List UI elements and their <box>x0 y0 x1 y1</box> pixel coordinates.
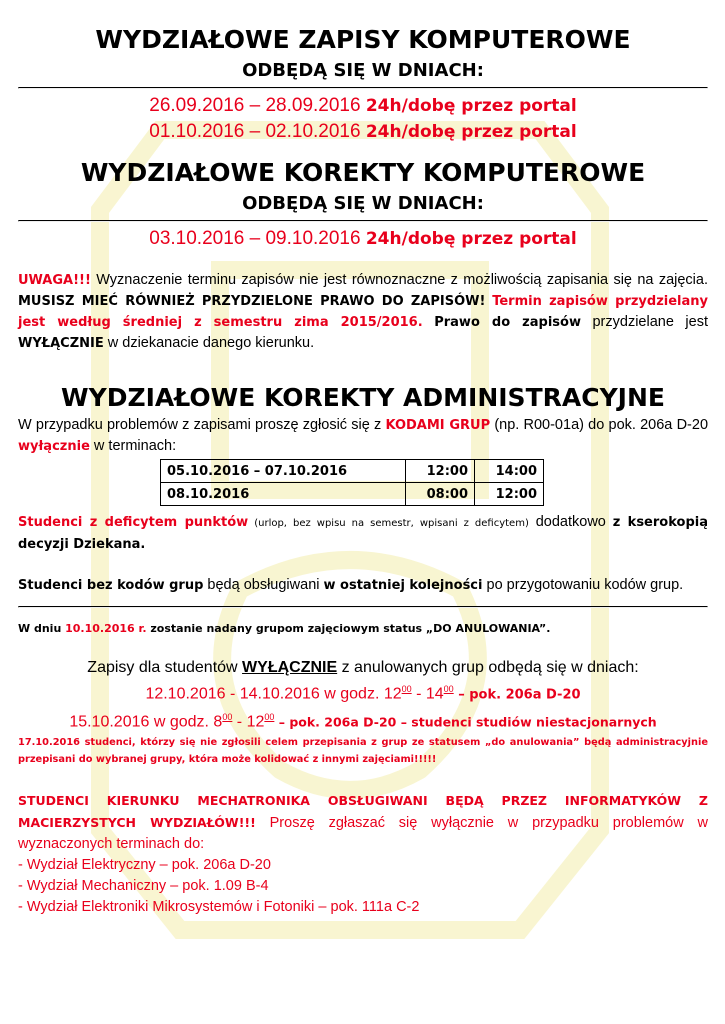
section2-title: WYDZIAŁOWE KOREKTY KOMPUTEROWE <box>80 158 646 187</box>
list-item: - Wydział Elektryczny – pok. 206a D-20 <box>18 856 271 873</box>
list-item: - Wydział Mechaniczny – pok. 1.09 B-4 <box>18 877 269 894</box>
section3-title: WYDZIAŁOWE KOREKTY ADMINISTRACYJNE <box>61 383 665 412</box>
deficit-paragraph: Studenci z deficytem punktów (urlop, bez wpisu na semestr, wpisani z deficytem) dodatkowo z kserokopią decyzji Dziekana. <box>18 514 708 552</box>
list-item: - Wydział Elektroniki Mikrosystemów i Fotoniki – pok. 111a C-2 <box>18 898 420 915</box>
section2-subtitle: ODBĘDĄ SIĘ W DNIACH: <box>242 193 484 214</box>
enroll-note: 17.10.2016 studenci, którzy się nie zgłosili celem przepisania z grup ze statusem „do anulowania” będą administracyjnie przepisani do wybranej grupy, która może kolidować z innymi zajęciami!!!!! <box>18 736 708 765</box>
divider <box>18 220 708 222</box>
table-row: 08.10.2016 08:00 12:00 <box>161 483 544 506</box>
problems-paragraph: W przypadku problemów z zapisami proszę zgłosić się z KODAMI GRUP (np. R00-01a) do pok. 206a D-20 wyłącznie w terminach: <box>18 417 709 454</box>
divider <box>18 87 708 89</box>
date-line: 03.10.2016 – 09.10.2016 24h/dobę przez portal <box>149 228 577 249</box>
date-line: 26.09.2016 – 28.09.2016 24h/dobę przez portal <box>149 95 577 116</box>
table-row: 05.10.2016 – 07.10.2016 12:00 14:00 <box>161 460 544 483</box>
cancel-notice: W dniu 10.10.2016 r. zostanie nadany grupom zajęciowym status „DO ANULOWANIA”. <box>18 622 551 635</box>
section1-title: WYDZIAŁOWE ZAPISY KOMPUTEROWE <box>95 25 631 54</box>
nocodes-paragraph: Studenci bez kodów grup będą obsługiwani w ostatniej kolejności po przygotowaniu kodów grup. <box>18 577 684 593</box>
enroll-heading: Zapisy dla studentów WYŁĄCZNIE z anulowanych grup odbędą się w dniach: <box>87 659 639 676</box>
date-line: 01.10.2016 – 02.10.2016 24h/dobę przez portal <box>149 121 577 142</box>
terms-table <box>160 459 544 506</box>
mechatronics-paragraph: STUDENCI KIERUNKU MECHATRONIKA OBSŁUGIWANI BĘDĄ PRZEZ INFORMATYKÓW Z MACIERZYSTYCH WYDZIAŁÓW!!! Proszę zgłaszać się wyłącznie w przypadku problemów w wyznaczonych terminach do: <box>18 792 708 852</box>
enroll-date-2: 15.10.2016 w godz. $8^{00} - 12^{00}$ – pok. 206a D-20 – studenci studiów niestacjonarnych <box>69 712 657 731</box>
enroll-date-1: 12.10.2016 - 14.10.2016 w godz. $12^{00} - 14^{00}$ – pok. 206a D-20 <box>145 684 581 703</box>
notice-paragraph: UWAGA!!! Wyznaczenie terminu zapisów nie jest równoznaczne z możliwością zapisania się na zajęcia. MUSISZ MIEĆ RÓWNIEŻ PRZYDZIELONE PRAWO DO ZAPISÓW! Termin zapisów przydzielany jest według średniej z semestru zima 2015/2016. Prawo do zapisów przydzielane jest WYŁĄCZNIE w dziekanacie danego kierunku. <box>18 272 708 351</box>
section1-subtitle: ODBĘDĄ SIĘ W DNIACH: <box>242 60 484 81</box>
divider <box>18 606 708 608</box>
